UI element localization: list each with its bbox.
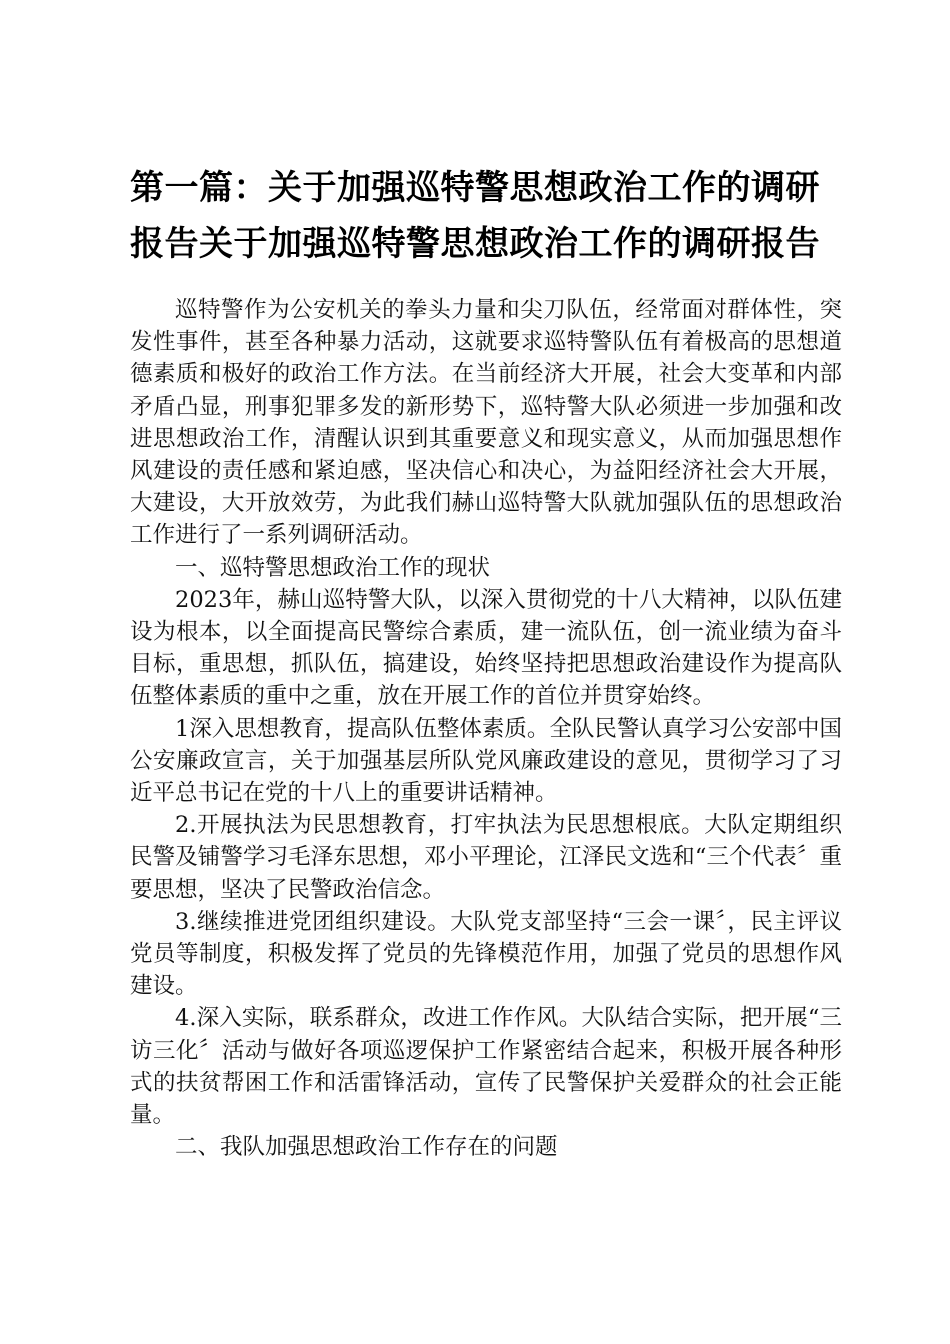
- document-title: 第一篇：关于加强巡特警思想政治工作的调研报告关于加强巡特警思想政治工作的调研报告: [130, 168, 820, 264]
- document-body: [130, 294, 842, 1163]
- paragraph-item-2: 2.开展执法为民思想教育，打牢执法为民思想根底。大队定期组织民警及铺警学习毛泽东思想，邓小平理论，江泽民文选和“三个代表〞重要思想，坚决了民警政治信念。: [130, 812, 842, 903]
- paragraph-intro: 巡特警作为公安机关的拳头力量和尖刀队伍，经常面对群体性，突发性事件，甚至各种暴力活动，这就要求巡特警队伍有着极高的思想道德素质和极好的政治工作方法。在当前经济大开展，社会大变革和内部矛盾凸显，刑事犯罪多发的新形势下，巡特警大队必须进一步加强和改进思想政治工作，清醒认识到其重要意义和现实意义，从而加强思想作风建设的责任感和紧迫感，坚决信心和决心，为益阳经济社会大开展，大建设，大开放效劳，为此我们赫山巡特警大队就加强队伍的思想政治工作进行了一系列调研活动。: [130, 297, 842, 549]
- paragraph-item-4: 4.深入实际，联系群众，改进工作作风。大队结合实际，把开展“三访三化〞活动与做好各项巡逻保护工作紧密结合起来，积极开展各种形式的扶贫帮困工作和活雷锋活动，宣传了民警保护关爱群众的社会正能量。: [130, 1005, 842, 1129]
- paragraph-2023-overview: 2023年，赫山巡特警大队，以深入贯彻党的十八大精神，以队伍建设为根本，以全面提高民警综合素质，建一流队伍，创一流业绩为奋斗目标，重思想，抓队伍，搞建设，始终坚持把思想政治建设作为提高队伍整体素质的重中之重，放在开展工作的首位并贯穿始终。: [130, 586, 842, 710]
- paragraph-item-3: 3.继续推进党团组织建设。大队党支部坚持“三会一课〞，民主评议党员等制度，积极发挥了党员的先锋模范作用，加强了党员的思想作风建设。: [130, 908, 842, 1000]
- section-heading-problems: 二、我队加强思想政治工作存在的问题: [175, 1134, 558, 1161]
- section-heading-current-status: 一、巡特警思想政治工作的现状: [175, 554, 491, 581]
- paragraph-item-1: 1深入思想教育，提高队伍整体素质。全队民警认真学习公安部中国公安廉政宣言，关于加强基层所队党风廉政建设的意见，贯彻学习了习近平总书记在党的十八上的重要讲话精神。: [130, 715, 842, 807]
